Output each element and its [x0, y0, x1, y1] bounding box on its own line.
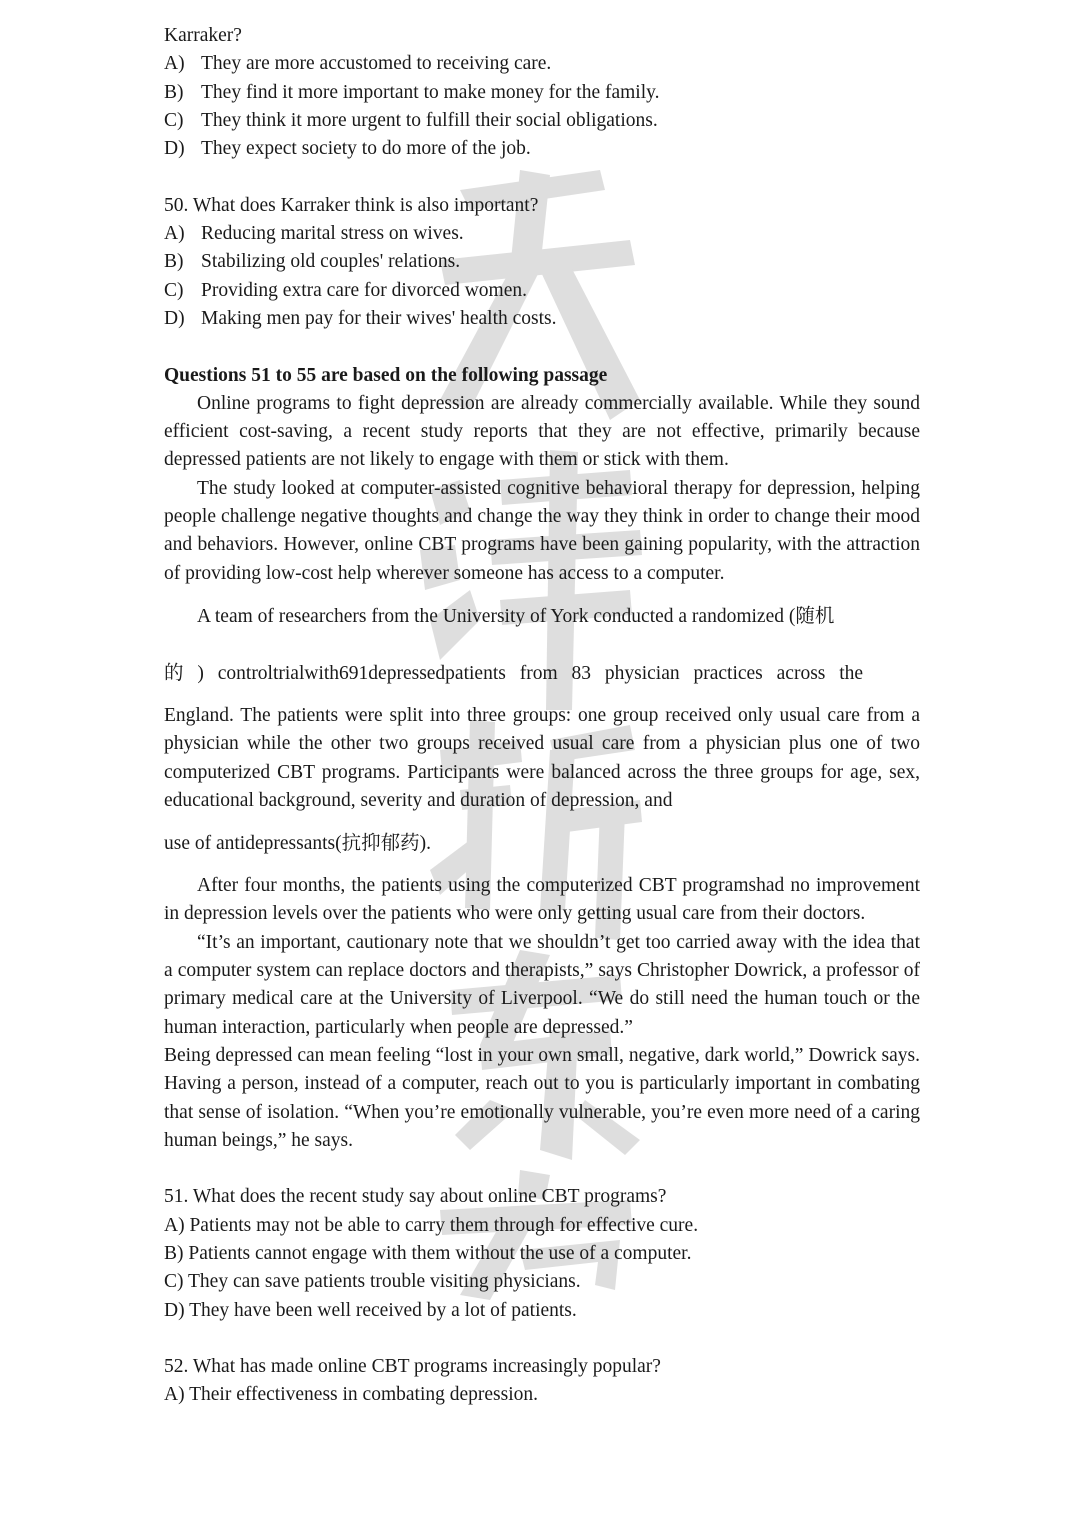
option-letter: A) — [164, 53, 185, 75]
passage-paragraph-5: “It’s an important, cautionary note that we shouldn’t get too carried away with the idea that a computer system can replace doctors and therapists,” says Christopher Dowrick, a professor of primary medical care at the University of Liverpool. “We do still need the human touch or the human interaction, particularly when people are depressed.” — [164, 931, 920, 1038]
passage-heading: Questions 51 to 55 are based on the following passage — [164, 364, 608, 386]
spacer — [164, 1155, 920, 1183]
q51-option-a[interactable]: A) Patients may not be able to carry them through for effective cure. — [164, 1214, 699, 1236]
option-text: They are more accustomed to receiving care. — [201, 53, 552, 75]
option-letter: A) — [164, 223, 185, 245]
passage-paragraph-1: Online programs to fight depression are already commercially available. While they sound efficient cost-saving, a recent study reports that they are not effective, primarily because depressed patients are not likely to engage with them or stick with them. — [164, 392, 920, 471]
q52-option-a[interactable]: A) Their effectiveness in combating depression. — [164, 1384, 539, 1406]
option-text: They expect society to do more of the job. — [201, 138, 531, 160]
q49-stem-end: Karraker? — [164, 25, 242, 46]
q51-stem: 51. What does the recent study say about online CBT programs? — [164, 1186, 667, 1208]
option-text: Stabilizing old couples' relations. — [201, 251, 461, 273]
spacer — [164, 163, 920, 191]
q52-stem: 52. What has made online CBT programs increasingly popular? — [164, 1356, 661, 1378]
passage-paragraph-2: The study looked at computer-assisted cognitive behavioral therapy for depression, helping people challenge negative thoughts and change the way they think in order to change their mood and behaviors. However, online CBT programs have been gaining popularity, with the attraction of providing low-cost help wherever someone has access to a computer. — [164, 477, 920, 584]
q51-option-d[interactable]: D) They have been well received by a lot of patients. — [164, 1299, 577, 1321]
exam-page — [164, 22, 920, 1410]
passage-paragraph-4: After four months, the patients using the computerized CBT programshad no improvement in depression levels over the patients who were only getting usual care from their doctors. — [164, 875, 920, 925]
option-text: Making men pay for their wives' health costs. — [201, 307, 557, 329]
q49-option-a[interactable] — [164, 50, 920, 78]
option-text: They find it more important to make money for the family. — [201, 81, 660, 103]
passage-paragraph-3-line-1: A team of researchers from the University of York conducted a randomized (随机 — [197, 605, 835, 627]
option-letter: D) — [164, 307, 185, 329]
spacer — [164, 333, 920, 361]
option-text: They think it more urgent to fulfill their social obligations. — [201, 109, 658, 131]
q51-option-c[interactable]: C) They can save patients trouble visiting physicians. — [164, 1271, 581, 1293]
passage-paragraph-3-body: England. The patients were split into three groups: one group received only usual care from a physician while the other two groups received usual care from a physician plus one of two computerized CBT programs. Participants were balanced across the three groups for age, sex, educational background, severity and duration of depression, and — [164, 704, 920, 811]
q49-option-c[interactable] — [164, 107, 920, 135]
option-letter: C) — [164, 109, 184, 131]
option-letter: D) — [164, 138, 185, 160]
spacer — [164, 1325, 920, 1353]
q49-option-b[interactable] — [164, 79, 920, 107]
passage-paragraph-6: Being depressed can mean feeling “lost in your own small, negative, dark world,” Dowrick says. Having a person, instead of a computer, reach out to you is particularly important in combating that sense of isolation. “When you’re emotionally vulnerable, you’re even more need of a caring human beings,” he says. — [164, 1044, 920, 1151]
q50-option-b[interactable] — [164, 248, 920, 276]
q50-option-c[interactable] — [164, 277, 920, 305]
option-letter: B) — [164, 81, 184, 103]
q51-option-b[interactable]: B) Patients cannot engage with them without the use of a computer. — [164, 1242, 692, 1264]
passage-paragraph-3-line-2: 的 ) controltrialwith691depressedpatients from 83 physician practices across the — [164, 662, 864, 684]
option-letter: B) — [164, 251, 184, 273]
option-text: Reducing marital stress on wives. — [201, 223, 464, 245]
option-letter: C) — [164, 279, 184, 301]
q50-option-a[interactable] — [164, 220, 920, 248]
passage-paragraph-3-last: use of antidepressants(抗抑郁药). — [164, 833, 431, 855]
q50-stem: 50. What does Karraker think is also important? — [164, 194, 539, 216]
option-text: Providing extra care for divorced women. — [201, 279, 527, 301]
q49-option-d[interactable] — [164, 135, 920, 163]
q50-option-d[interactable] — [164, 305, 920, 333]
